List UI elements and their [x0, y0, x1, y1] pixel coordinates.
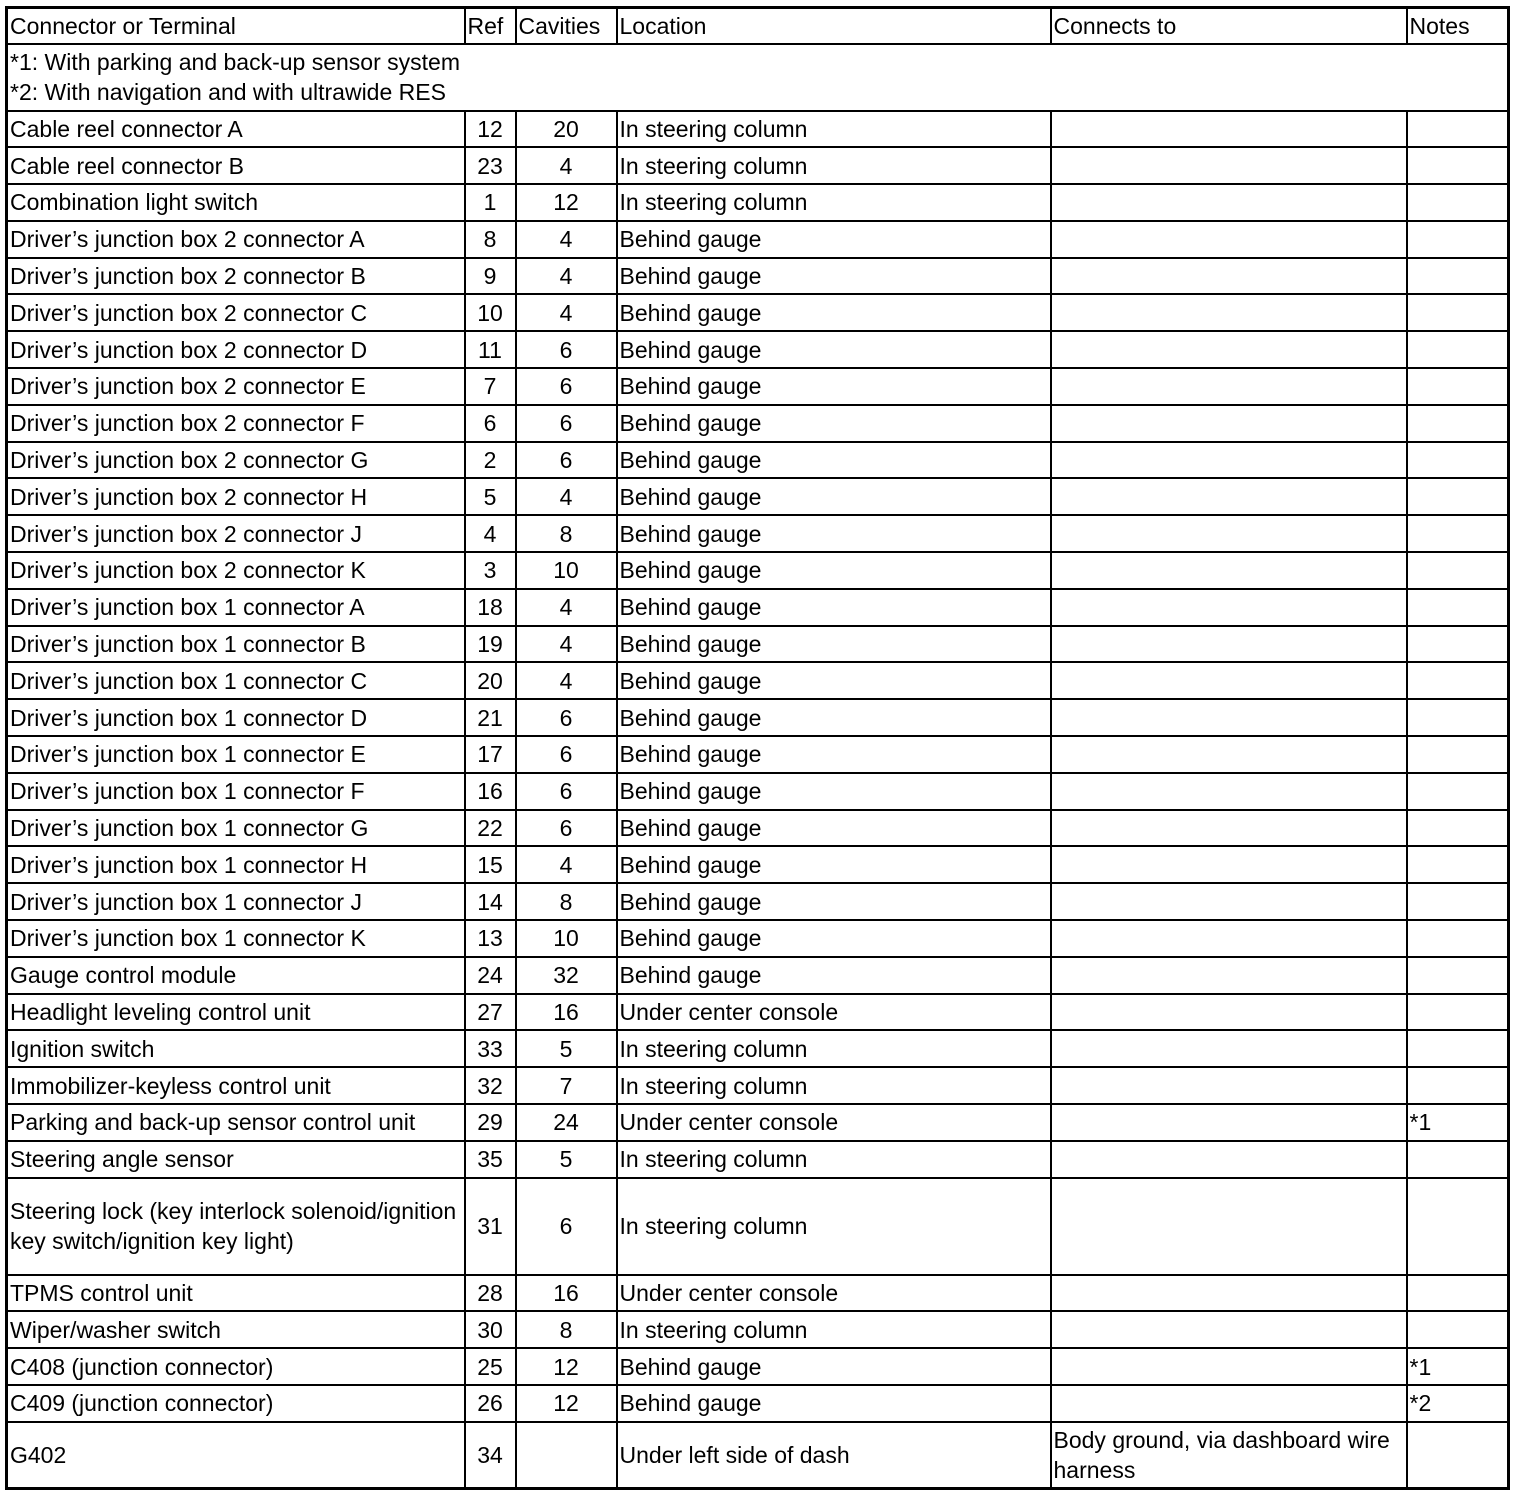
table-row [7, 221, 1509, 258]
location-cell: In steering column [617, 1178, 1051, 1275]
cavities-cell: 8 [516, 883, 617, 920]
connects-to-cell: Body ground, via dashboard wire harness [1051, 1422, 1407, 1489]
connects-to-cell [1051, 515, 1407, 552]
location-cell: Behind gauge [617, 442, 1051, 479]
cavities-cell: 6 [516, 405, 617, 442]
table-row [7, 589, 1509, 626]
notes-cell [1407, 368, 1509, 405]
ref-cell: 21 [465, 699, 516, 736]
location-cell: Behind gauge [617, 920, 1051, 957]
footnotes-cell [7, 44, 1509, 111]
table-row [7, 478, 1509, 515]
connector-name-cell: G402 [7, 1422, 465, 1489]
connects-to-cell [1051, 589, 1407, 626]
footnotes-row [7, 44, 1509, 111]
connector-name-cell: Driver’s junction box 1 connector D [7, 699, 465, 736]
connects-to-cell [1051, 184, 1407, 221]
table-row [7, 111, 1509, 148]
ref-cell: 8 [465, 221, 516, 258]
location-cell: Under center console [617, 994, 1051, 1031]
connector-name-cell: Driver’s junction box 2 connector F [7, 405, 465, 442]
ref-cell: 31 [465, 1178, 516, 1275]
table-row [7, 1422, 1509, 1489]
ref-cell: 24 [465, 957, 516, 994]
connector-name-cell: Driver’s junction box 1 connector C [7, 662, 465, 699]
connector-name-cell: Driver’s junction box 2 connector H [7, 478, 465, 515]
cavities-cell: 32 [516, 957, 617, 994]
table-row [7, 957, 1509, 994]
connector-name-cell: C409 (junction connector) [7, 1385, 465, 1422]
cavities-cell: 4 [516, 589, 617, 626]
connector-name-cell: Driver’s junction box 2 connector A [7, 221, 465, 258]
notes-cell [1407, 1311, 1509, 1348]
notes-cell [1407, 810, 1509, 847]
notes-cell [1407, 883, 1509, 920]
connects-to-cell [1051, 699, 1407, 736]
table-row [7, 662, 1509, 699]
ref-cell: 18 [465, 589, 516, 626]
location-cell: Behind gauge [617, 515, 1051, 552]
ref-cell: 1 [465, 184, 516, 221]
ref-cell: 17 [465, 736, 516, 773]
ref-cell: 34 [465, 1422, 516, 1489]
connector-name-cell: Combination light switch [7, 184, 465, 221]
connects-to-cell [1051, 846, 1407, 883]
cavities-cell: 6 [516, 736, 617, 773]
connector-name-cell: Driver’s junction box 2 connector K [7, 552, 465, 589]
notes-cell [1407, 478, 1509, 515]
cavities-cell: 10 [516, 920, 617, 957]
cavities-cell: 6 [516, 1178, 617, 1275]
cavities-cell: 8 [516, 1311, 617, 1348]
connects-to-cell [1051, 478, 1407, 515]
connects-to-cell [1051, 773, 1407, 810]
notes-cell [1407, 1030, 1509, 1067]
notes-cell [1407, 1178, 1509, 1275]
cavities-cell: 4 [516, 294, 617, 331]
notes-cell: *1 [1407, 1104, 1509, 1141]
connects-to-cell [1051, 1030, 1407, 1067]
connects-to-cell [1051, 368, 1407, 405]
table-row [7, 1141, 1509, 1178]
location-cell: Behind gauge [617, 368, 1051, 405]
ref-cell: 35 [465, 1141, 516, 1178]
location-cell: In steering column [617, 1067, 1051, 1104]
column-header: Notes [1407, 8, 1509, 44]
location-cell: Behind gauge [617, 1385, 1051, 1422]
table-row [7, 1348, 1509, 1385]
connects-to-cell [1051, 1178, 1407, 1275]
notes-cell: *1 [1407, 1348, 1509, 1385]
cavities-cell: 8 [516, 515, 617, 552]
connector-name-cell: Driver’s junction box 1 connector A [7, 589, 465, 626]
connector-name-cell: Driver’s junction box 2 connector E [7, 368, 465, 405]
connector-name-cell: TPMS control unit [7, 1275, 465, 1312]
table-row [7, 258, 1509, 295]
table-row [7, 773, 1509, 810]
ref-cell: 4 [465, 515, 516, 552]
connects-to-cell [1051, 1067, 1407, 1104]
cavities-cell [516, 1422, 617, 1489]
ref-cell: 27 [465, 994, 516, 1031]
ref-cell: 11 [465, 331, 516, 368]
table-row [7, 994, 1509, 1031]
connector-name-cell: Steering lock (key interlock solenoid/ignition key switch/ignition key light) [7, 1178, 465, 1275]
connects-to-cell [1051, 442, 1407, 479]
connector-name-cell: Driver’s junction box 2 connector C [7, 294, 465, 331]
table-row [7, 1030, 1509, 1067]
table-row [7, 147, 1509, 184]
notes-cell [1407, 405, 1509, 442]
notes-cell [1407, 662, 1509, 699]
cavities-cell: 4 [516, 626, 617, 663]
notes-cell [1407, 442, 1509, 479]
connector-name-cell: Driver’s junction box 1 connector J [7, 883, 465, 920]
location-cell: Behind gauge [617, 294, 1051, 331]
ref-cell: 15 [465, 846, 516, 883]
connects-to-cell [1051, 331, 1407, 368]
location-cell: Behind gauge [617, 1348, 1051, 1385]
connects-to-cell [1051, 221, 1407, 258]
connector-name-cell: Driver’s junction box 2 connector G [7, 442, 465, 479]
location-cell: Behind gauge [617, 773, 1051, 810]
location-cell: Behind gauge [617, 662, 1051, 699]
connector-name-cell: Cable reel connector B [7, 147, 465, 184]
notes-cell [1407, 589, 1509, 626]
ref-cell: 5 [465, 478, 516, 515]
connector-name-cell: Driver’s junction box 1 connector B [7, 626, 465, 663]
connects-to-cell [1051, 294, 1407, 331]
connector-name-cell: Driver’s junction box 2 connector D [7, 331, 465, 368]
location-cell: Behind gauge [617, 699, 1051, 736]
location-cell: Behind gauge [617, 331, 1051, 368]
ref-cell: 28 [465, 1275, 516, 1312]
connects-to-cell [1051, 258, 1407, 295]
ref-cell: 23 [465, 147, 516, 184]
connects-to-cell [1051, 1104, 1407, 1141]
cavities-cell: 4 [516, 258, 617, 295]
column-header: Ref [465, 8, 516, 44]
cavities-cell: 10 [516, 552, 617, 589]
location-cell: In steering column [617, 1311, 1051, 1348]
table-row [7, 515, 1509, 552]
table-row [7, 626, 1509, 663]
ref-cell: 14 [465, 883, 516, 920]
location-cell: In steering column [617, 184, 1051, 221]
cavities-cell: 6 [516, 442, 617, 479]
table-body [7, 44, 1509, 1489]
ref-cell: 26 [465, 1385, 516, 1422]
connects-to-cell [1051, 1141, 1407, 1178]
table-row [7, 1067, 1509, 1104]
notes-cell [1407, 552, 1509, 589]
connects-to-cell [1051, 994, 1407, 1031]
cavities-cell: 4 [516, 846, 617, 883]
column-header: Location [617, 8, 1051, 44]
connector-name-cell: Driver’s junction box 1 connector G [7, 810, 465, 847]
ref-cell: 3 [465, 552, 516, 589]
ref-cell: 22 [465, 810, 516, 847]
cavities-cell: 6 [516, 331, 617, 368]
notes-cell [1407, 994, 1509, 1031]
table-row [7, 184, 1509, 221]
connector-name-cell: C408 (junction connector) [7, 1348, 465, 1385]
cavities-cell: 12 [516, 1348, 617, 1385]
connects-to-cell [1051, 1385, 1407, 1422]
notes-cell [1407, 773, 1509, 810]
connects-to-cell [1051, 147, 1407, 184]
ref-cell: 7 [465, 368, 516, 405]
connector-name-cell: Driver’s junction box 2 connector J [7, 515, 465, 552]
ref-cell: 6 [465, 405, 516, 442]
connector-name-cell: Headlight leveling control unit [7, 994, 465, 1031]
table-row [7, 810, 1509, 847]
ref-cell: 10 [465, 294, 516, 331]
header-row [7, 8, 1509, 44]
connects-to-cell [1051, 883, 1407, 920]
ref-cell: 25 [465, 1348, 516, 1385]
notes-cell [1407, 111, 1509, 148]
column-header: Connector or Terminal [7, 8, 465, 44]
notes-cell [1407, 331, 1509, 368]
connector-name-cell: Cable reel connector A [7, 111, 465, 148]
connects-to-cell [1051, 920, 1407, 957]
location-cell: Behind gauge [617, 221, 1051, 258]
connector-name-cell: Driver’s junction box 1 connector K [7, 920, 465, 957]
location-cell: Behind gauge [617, 883, 1051, 920]
notes-cell [1407, 147, 1509, 184]
cavities-cell: 5 [516, 1030, 617, 1067]
connects-to-cell [1051, 111, 1407, 148]
ref-cell: 30 [465, 1311, 516, 1348]
connects-to-cell [1051, 736, 1407, 773]
table-row [7, 294, 1509, 331]
cavities-cell: 4 [516, 147, 617, 184]
table-row [7, 1275, 1509, 1312]
table-row [7, 699, 1509, 736]
ref-cell: 9 [465, 258, 516, 295]
notes-cell [1407, 736, 1509, 773]
cavities-cell: 4 [516, 221, 617, 258]
connector-name-cell: Driver’s junction box 1 connector F [7, 773, 465, 810]
table-row [7, 1104, 1509, 1141]
cavities-cell: 6 [516, 810, 617, 847]
footnote: *1: With parking and back-up sensor system [10, 49, 460, 75]
connects-to-cell [1051, 552, 1407, 589]
location-cell: Under left side of dash [617, 1422, 1051, 1489]
table-row [7, 552, 1509, 589]
notes-cell [1407, 221, 1509, 258]
location-cell: In steering column [617, 147, 1051, 184]
connector-name-cell: Driver’s junction box 1 connector E [7, 736, 465, 773]
footnote: *2: With navigation and with ultrawide RES [10, 79, 446, 105]
table-row [7, 736, 1509, 773]
notes-cell [1407, 626, 1509, 663]
table-row [7, 368, 1509, 405]
location-cell: In steering column [617, 1030, 1051, 1067]
notes-cell: *2 [1407, 1385, 1509, 1422]
cavities-cell: 24 [516, 1104, 617, 1141]
notes-cell [1407, 699, 1509, 736]
connects-to-cell [1051, 810, 1407, 847]
ref-cell: 20 [465, 662, 516, 699]
location-cell: Behind gauge [617, 589, 1051, 626]
ref-cell: 2 [465, 442, 516, 479]
location-cell: In steering column [617, 111, 1051, 148]
notes-cell [1407, 1422, 1509, 1489]
table-row [7, 405, 1509, 442]
cavities-cell: 7 [516, 1067, 617, 1104]
notes-cell [1407, 294, 1509, 331]
connector-name-cell: Driver’s junction box 1 connector H [7, 846, 465, 883]
notes-cell [1407, 1275, 1509, 1312]
connects-to-cell [1051, 405, 1407, 442]
table-row [7, 1311, 1509, 1348]
location-cell: Behind gauge [617, 552, 1051, 589]
notes-cell [1407, 1067, 1509, 1104]
location-cell: Behind gauge [617, 258, 1051, 295]
ref-cell: 12 [465, 111, 516, 148]
connector-table [5, 6, 1510, 1490]
table-row [7, 331, 1509, 368]
location-cell: Behind gauge [617, 478, 1051, 515]
ref-cell: 16 [465, 773, 516, 810]
location-cell: Behind gauge [617, 736, 1051, 773]
ref-cell: 29 [465, 1104, 516, 1141]
connects-to-cell [1051, 662, 1407, 699]
cavities-cell: 6 [516, 773, 617, 810]
table-row [7, 883, 1509, 920]
notes-cell [1407, 184, 1509, 221]
table-row [7, 846, 1509, 883]
notes-cell [1407, 846, 1509, 883]
location-cell: In steering column [617, 1141, 1051, 1178]
connects-to-cell [1051, 957, 1407, 994]
cavities-cell: 20 [516, 111, 617, 148]
cavities-cell: 4 [516, 478, 617, 515]
ref-cell: 32 [465, 1067, 516, 1104]
cavities-cell: 12 [516, 1385, 617, 1422]
notes-cell [1407, 957, 1509, 994]
cavities-cell: 12 [516, 184, 617, 221]
cavities-cell: 6 [516, 699, 617, 736]
table-row [7, 920, 1509, 957]
table-row [7, 442, 1509, 479]
ref-cell: 33 [465, 1030, 516, 1067]
location-cell: Behind gauge [617, 626, 1051, 663]
ref-cell: 13 [465, 920, 516, 957]
notes-cell [1407, 920, 1509, 957]
connector-name-cell: Gauge control module [7, 957, 465, 994]
notes-cell [1407, 1141, 1509, 1178]
ref-cell: 19 [465, 626, 516, 663]
connector-name-cell: Wiper/washer switch [7, 1311, 465, 1348]
cavities-cell: 16 [516, 1275, 617, 1312]
connects-to-cell [1051, 1311, 1407, 1348]
table-row [7, 1385, 1509, 1422]
cavities-cell: 5 [516, 1141, 617, 1178]
connects-to-cell [1051, 1275, 1407, 1312]
table-row [7, 1178, 1509, 1275]
connector-name-cell: Driver’s junction box 2 connector B [7, 258, 465, 295]
location-cell: Behind gauge [617, 957, 1051, 994]
connector-name-cell: Steering angle sensor [7, 1141, 465, 1178]
connects-to-cell [1051, 1348, 1407, 1385]
location-cell: Behind gauge [617, 405, 1051, 442]
connector-name-cell: Immobilizer-keyless control unit [7, 1067, 465, 1104]
location-cell: Behind gauge [617, 810, 1051, 847]
cavities-cell: 16 [516, 994, 617, 1031]
column-header: Connects to [1051, 8, 1407, 44]
column-header: Cavities [516, 8, 617, 44]
connector-name-cell: Parking and back-up sensor control unit [7, 1104, 465, 1141]
notes-cell [1407, 258, 1509, 295]
location-cell: Under center console [617, 1275, 1051, 1312]
location-cell: Behind gauge [617, 846, 1051, 883]
notes-cell [1407, 515, 1509, 552]
cavities-cell: 4 [516, 662, 617, 699]
connects-to-cell [1051, 626, 1407, 663]
cavities-cell: 6 [516, 368, 617, 405]
location-cell: Under center console [617, 1104, 1051, 1141]
connector-name-cell: Ignition switch [7, 1030, 465, 1067]
